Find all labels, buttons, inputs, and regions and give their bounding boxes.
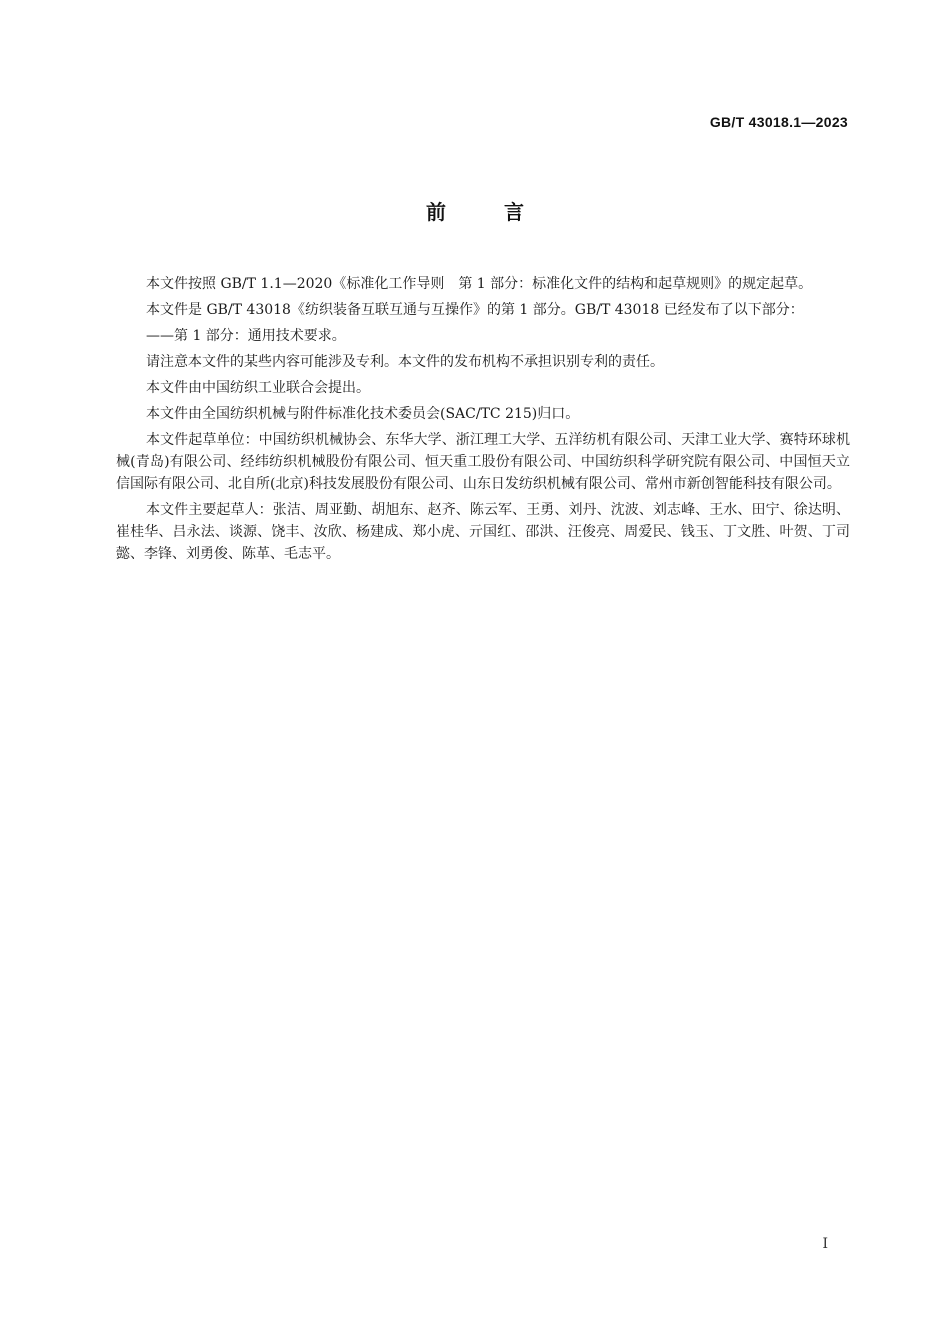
paragraph-proposer: 本文件由中国纺织工业联合会提出。 [146, 380, 370, 396]
page-number: I [822, 1236, 828, 1252]
standard-number: GB/T 43018.1—2023 [709, 114, 848, 130]
paragraph-drafting-units: 本文件起草单位：中国纺织机械协会、东华大学、浙江理工大学、五洋纺机有限公司、天津工业大学、赛特环球机械(青岛)有限公司、经纬纺织机械股份有限公司、恒天重工股份有限公司、中国纺织科学研究院有限公司、中国恒天立信国际有限公司、北自所(北京)科技发展股份有限公司、山东日发纺织机械有限公司、常州市新创智能科技有限公司。 [116, 432, 850, 492]
paragraph-committee: 本文件由全国纺织机械与附件标准化技术委员会(SAC/TC 215)归口。 [146, 406, 580, 422]
paragraph-series-intro: 本文件是 GB/T 43018《纺织装备互联互通与互操作》的第 1 部分。GB/T 43018 已经发布了以下部分： [146, 302, 804, 318]
paragraph-drafting-rules: 本文件按照 GB/T 1.1—2020《标准化工作导则 第 1 部分：标准化文件的结构和起草规则》的规定起草。 [146, 276, 813, 292]
paragraph-drafters: 本文件主要起草人：张洁、周亚勤、胡旭东、赵齐、陈云军、王勇、刘丹、沈波、刘志峰、王水、田宁、徐达明、崔桂华、吕永法、谈源、饶丰、汝欣、杨建成、郑小虎、亓国红、邵洪、汪俊亮、周爱民、钱玉、丁文胜、叶贺、丁司懿、李锋、刘勇俊、陈革、毛志平。 [116, 502, 850, 562]
page-title: 前言 [426, 200, 582, 224]
foreword-body [116, 273, 850, 569]
paragraph-patent-notice: 请注意本文件的某些内容可能涉及专利。本文件的发布机构不承担识别专利的责任。 [146, 354, 664, 370]
paragraph-part-list-item: ——第 1 部分：通用技术要求。 [146, 328, 346, 344]
